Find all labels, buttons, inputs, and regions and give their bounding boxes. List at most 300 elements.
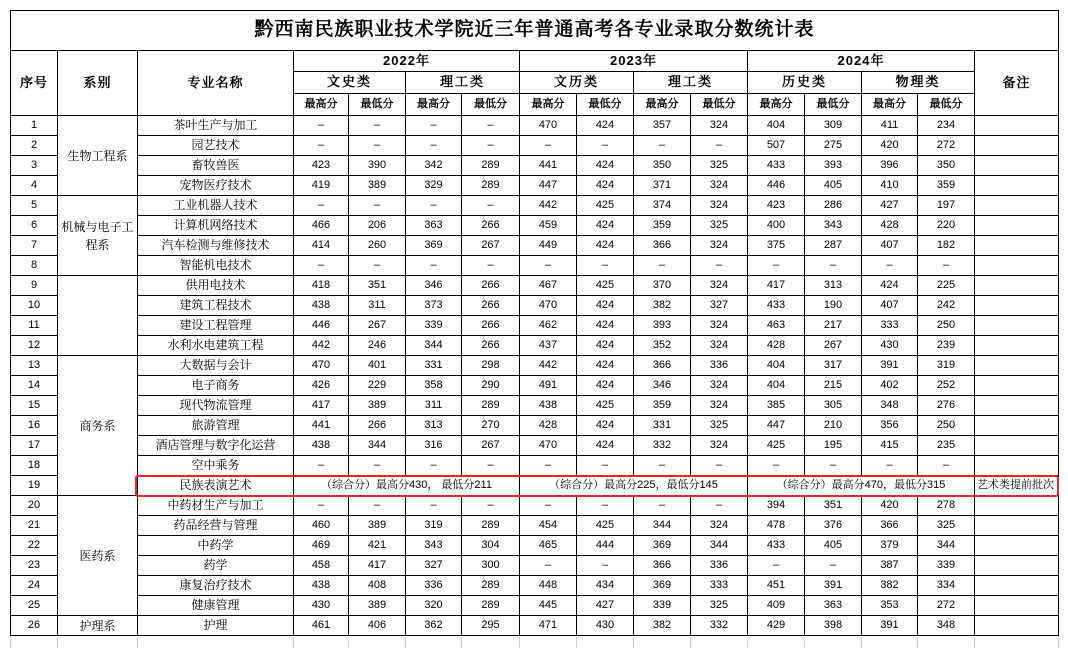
table-row [11, 216, 1059, 236]
score-2022-category1-min: 206 [349, 216, 406, 236]
score-2022-category1-min: 421 [349, 536, 406, 556]
score-2022-category1-max: 426 [294, 376, 349, 396]
score-2022-category1-min: 266 [349, 416, 406, 436]
score-2022-category1-min: 260 [349, 236, 406, 256]
score-2024-category1-min: 405 [805, 536, 862, 556]
score-2022-category2-min: 266 [462, 216, 520, 236]
major-name: 园艺技术 [138, 136, 294, 156]
score-2022-category2-max: 344 [406, 336, 462, 356]
score-2024-category1-min: 405 [805, 176, 862, 196]
major-name: 空中乘务 [138, 456, 294, 476]
score-2024-category2-min: 325 [918, 516, 975, 536]
score-2024-category2-min: 250 [918, 316, 975, 336]
score-2024-category1-min: – [805, 456, 862, 476]
score-2023-category1-max: 442 [520, 356, 577, 376]
score-2024-category1-max: 463 [748, 316, 805, 336]
score-2022-category2-min: 267 [462, 236, 520, 256]
score-2024-category1-min: – [805, 556, 862, 576]
score-2023-category2-min: 324 [691, 196, 748, 216]
score-2024-category2-min: 359 [918, 176, 975, 196]
score-2024-category2-min: 197 [918, 196, 975, 216]
score-2023-category1-min: 424 [577, 336, 634, 356]
score-2022-category2-min: – [462, 256, 520, 276]
score-2023-category1-max: – [520, 456, 577, 476]
score-2022-category2-min: – [462, 456, 520, 476]
major-name: 护理 [138, 616, 294, 636]
score-2022-category2-min: 298 [462, 356, 520, 376]
header-year-2022: 2022年 [294, 51, 520, 72]
score-2024-category2-max: 420 [862, 496, 918, 516]
major-name: 建设工程管理 [138, 316, 294, 336]
score-2022-category2-min: 295 [462, 616, 520, 636]
major-name: 茶叶生产与加工 [138, 116, 294, 136]
row-number: 2 [11, 136, 58, 156]
score-2022-category2-max: 343 [406, 536, 462, 556]
score-2023-category2-max: 352 [634, 336, 691, 356]
score-2024-category1-min: 391 [805, 576, 862, 596]
score-2022-category1-min: – [349, 116, 406, 136]
score-2022-category1-min: 390 [349, 156, 406, 176]
table-row [11, 596, 1059, 616]
score-2023-category1-max: 454 [520, 516, 577, 536]
empty-cell [294, 636, 349, 648]
score-2023-category1-min: 425 [577, 196, 634, 216]
header-2024-category1-max: 最高分 [748, 94, 805, 116]
major-name: 中药材生产与加工 [138, 496, 294, 516]
score-2023-category1-min: 424 [577, 156, 634, 176]
table-row [11, 376, 1059, 396]
empty-cell [748, 636, 805, 648]
table-row [11, 276, 1059, 296]
score-2023-category1-max: 437 [520, 336, 577, 356]
major-name: 计算机网络技术 [138, 216, 294, 236]
score-2024-category2-min: 272 [918, 596, 975, 616]
header-2023-category1: 文历类 [520, 72, 634, 94]
score-2024-category2-min: 182 [918, 236, 975, 256]
header-remarks: 备注 [975, 51, 1059, 116]
score-2024-category1-min: 287 [805, 236, 862, 256]
score-2022-category2-max: 373 [406, 296, 462, 316]
remarks-cell [975, 396, 1059, 416]
score-2022-category1-min: 351 [349, 276, 406, 296]
remarks-cell [975, 436, 1059, 456]
score-2022-category1-min: 417 [349, 556, 406, 576]
score-2023-category1-min: 425 [577, 396, 634, 416]
score-2023-category1-max: – [520, 496, 577, 516]
score-2023-category2-min: 332 [691, 616, 748, 636]
header-2024-category2-max: 最高分 [862, 94, 918, 116]
score-2023-category1-min: 424 [577, 316, 634, 336]
score-2024-category2-max: 366 [862, 516, 918, 536]
header-2023-category2: 理工类 [634, 72, 748, 94]
empty-cell [406, 636, 462, 648]
score-2024-category2-max: 348 [862, 396, 918, 416]
score-2024-category1-max: 507 [748, 136, 805, 156]
remarks-cell [975, 156, 1059, 176]
header-2022-category1: 文史类 [294, 72, 406, 94]
score-2024-category1-max: 375 [748, 236, 805, 256]
remarks-cell [975, 516, 1059, 536]
score-2023-category1-min: – [577, 256, 634, 276]
score-2023-category2-max: 374 [634, 196, 691, 216]
score-2024-category2-min: – [918, 256, 975, 276]
score-2024-category2-max: 391 [862, 356, 918, 376]
row-number: 6 [11, 216, 58, 236]
admission-score-table [10, 10, 1059, 648]
score-2022-category2-min: – [462, 196, 520, 216]
score-2022-category2-min: 267 [462, 436, 520, 456]
score-2024-category2-min: 339 [918, 556, 975, 576]
row-number: 21 [11, 516, 58, 536]
table-row [11, 456, 1059, 476]
score-2024-category1-max: – [748, 256, 805, 276]
score-2023-category1-min: 424 [577, 176, 634, 196]
combined-score-2024: （综合分）最高分470，最低分315 [748, 476, 975, 496]
empty-cell [691, 636, 748, 648]
score-2024-category2-min: 235 [918, 436, 975, 456]
score-2022-category2-min: 300 [462, 556, 520, 576]
score-2024-category1-max: 433 [748, 536, 805, 556]
combined-score-2022: （综合分）最高分430， 最低分211 [294, 476, 520, 496]
score-2024-category1-max: 400 [748, 216, 805, 236]
score-2024-category1-max: 385 [748, 396, 805, 416]
score-2023-category2-max: 331 [634, 416, 691, 436]
score-2024-category1-max: 425 [748, 436, 805, 456]
score-2023-category1-max: 465 [520, 536, 577, 556]
score-2022-category2-max: 320 [406, 596, 462, 616]
score-2023-category2-min: 325 [691, 216, 748, 236]
major-name: 汽车检测与维修技术 [138, 236, 294, 256]
score-2023-category2-min: – [691, 256, 748, 276]
table-row [11, 116, 1059, 136]
score-2022-category2-max: 319 [406, 516, 462, 536]
score-2022-category1-max: 419 [294, 176, 349, 196]
row-number: 1 [11, 116, 58, 136]
score-2022-category2-min: 270 [462, 416, 520, 436]
score-2023-category1-max: 438 [520, 396, 577, 416]
score-2024-category1-max: 447 [748, 416, 805, 436]
score-2024-category2-min: 252 [918, 376, 975, 396]
department-cell: 商务系 [58, 356, 138, 496]
table-row [11, 296, 1059, 316]
empty-cell [462, 636, 520, 648]
score-2022-category2-max: 336 [406, 576, 462, 596]
table-row [11, 396, 1059, 416]
table-row [11, 436, 1059, 456]
score-2023-category2-min: 324 [691, 236, 748, 256]
major-name: 旅游管理 [138, 416, 294, 436]
remarks-cell [975, 576, 1059, 596]
score-2023-category1-min: 424 [577, 116, 634, 136]
score-2022-category1-max: – [294, 116, 349, 136]
header-2024-category1: 历史类 [748, 72, 862, 94]
score-2023-category2-min: 324 [691, 116, 748, 136]
score-2022-category1-max: 423 [294, 156, 349, 176]
score-2023-category2-min: 336 [691, 556, 748, 576]
score-2024-category2-max: 402 [862, 376, 918, 396]
score-2024-category1-max: 404 [748, 376, 805, 396]
row-number: 22 [11, 536, 58, 556]
score-2022-category2-min: 290 [462, 376, 520, 396]
remarks-cell [975, 376, 1059, 396]
score-2023-category2-min: 324 [691, 516, 748, 536]
score-2024-category2-max: 420 [862, 136, 918, 156]
table-row [11, 236, 1059, 256]
score-2022-category1-max: 441 [294, 416, 349, 436]
major-name: 药品经营与管理 [138, 516, 294, 536]
score-2022-category1-min: 389 [349, 596, 406, 616]
score-2024-category1-min: 195 [805, 436, 862, 456]
score-2022-category2-min: – [462, 496, 520, 516]
score-2023-category1-max: 471 [520, 616, 577, 636]
score-2023-category2-max: 382 [634, 296, 691, 316]
score-2022-category2-max: 358 [406, 376, 462, 396]
score-2023-category2-max: 366 [634, 236, 691, 256]
row-number: 12 [11, 336, 58, 356]
score-2022-category1-min: 408 [349, 576, 406, 596]
header-2023-category2-min: 最低分 [691, 94, 748, 116]
remarks-cell [975, 316, 1059, 336]
empty-cell [349, 636, 406, 648]
major-name: 智能机电技术 [138, 256, 294, 276]
score-2023-category1-min: 430 [577, 616, 634, 636]
score-2022-category1-min: 401 [349, 356, 406, 376]
score-2022-category2-max: 346 [406, 276, 462, 296]
row-number: 10 [11, 296, 58, 316]
score-2022-category2-min: 289 [462, 596, 520, 616]
score-2024-category1-max: 404 [748, 116, 805, 136]
score-2022-category1-min: – [349, 136, 406, 156]
empty-cell [577, 636, 634, 648]
row-number: 16 [11, 416, 58, 436]
major-name: 中药学 [138, 536, 294, 556]
score-2024-category2-max: 382 [862, 576, 918, 596]
score-2022-category1-min: 389 [349, 176, 406, 196]
remarks-cell [975, 116, 1059, 136]
row-number: 18 [11, 456, 58, 476]
score-2024-category2-min: 319 [918, 356, 975, 376]
score-2023-category1-max: 448 [520, 576, 577, 596]
header-2024-category2-min: 最低分 [918, 94, 975, 116]
score-2024-category2-max: 430 [862, 336, 918, 356]
empty-cell [805, 636, 862, 648]
score-2023-category2-min: 336 [691, 356, 748, 376]
score-2024-category1-max: 433 [748, 156, 805, 176]
score-2023-category1-min: – [577, 496, 634, 516]
score-2022-category2-max: – [406, 136, 462, 156]
score-2022-category2-min: 289 [462, 176, 520, 196]
score-2023-category1-max: 467 [520, 276, 577, 296]
remarks-cell: 艺术类提前批次 [975, 476, 1059, 496]
score-2023-category1-min: 425 [577, 516, 634, 536]
table-row [11, 556, 1059, 576]
score-2022-category2-min: 266 [462, 336, 520, 356]
table-row [11, 516, 1059, 536]
score-2023-category1-max: 470 [520, 116, 577, 136]
score-2024-category2-min: 239 [918, 336, 975, 356]
score-2022-category1-min: – [349, 196, 406, 216]
score-2023-category2-min: 325 [691, 596, 748, 616]
table-row [11, 156, 1059, 176]
score-2023-category1-max: 445 [520, 596, 577, 616]
score-2022-category1-min: 267 [349, 316, 406, 336]
score-2022-category1-max: – [294, 136, 349, 156]
score-2024-category1-max: 404 [748, 356, 805, 376]
score-2024-category2-max: 356 [862, 416, 918, 436]
score-2022-category1-max: 417 [294, 396, 349, 416]
header-2022-category2-max: 最高分 [406, 94, 462, 116]
remarks-cell [975, 296, 1059, 316]
score-2024-category2-max: 410 [862, 176, 918, 196]
score-2022-category1-max: 418 [294, 276, 349, 296]
score-2022-category2-max: 369 [406, 236, 462, 256]
score-2022-category1-max: 466 [294, 216, 349, 236]
major-name: 康复治疗技术 [138, 576, 294, 596]
score-2022-category1-max: 414 [294, 236, 349, 256]
score-2024-category2-min: 225 [918, 276, 975, 296]
row-number: 25 [11, 596, 58, 616]
remarks-cell [975, 616, 1059, 636]
score-2022-category1-min: 389 [349, 396, 406, 416]
score-2024-category1-min: 363 [805, 596, 862, 616]
score-2023-category2-min: – [691, 456, 748, 476]
score-2022-category2-max: – [406, 256, 462, 276]
score-2022-category1-max: 458 [294, 556, 349, 576]
score-2023-category2-max: 369 [634, 576, 691, 596]
score-2024-category1-min: 317 [805, 356, 862, 376]
score-2022-category1-max: – [294, 456, 349, 476]
score-2024-category2-min: 220 [918, 216, 975, 236]
score-2022-category1-max: 438 [294, 576, 349, 596]
score-2022-category2-max: 331 [406, 356, 462, 376]
score-2024-category1-min: 275 [805, 136, 862, 156]
score-2023-category2-max: 359 [634, 216, 691, 236]
score-2024-category1-min: 398 [805, 616, 862, 636]
score-2024-category2-max: 387 [862, 556, 918, 576]
row-number: 14 [11, 376, 58, 396]
empty-cell [520, 636, 577, 648]
score-2022-category1-max: 460 [294, 516, 349, 536]
score-2023-category2-min: 327 [691, 296, 748, 316]
score-2024-category2-max: 424 [862, 276, 918, 296]
score-2022-category2-min: 289 [462, 396, 520, 416]
row-number: 11 [11, 316, 58, 336]
score-2023-category2-min: 324 [691, 276, 748, 296]
table-row [11, 336, 1059, 356]
row-number: 15 [11, 396, 58, 416]
score-2023-category1-min: 424 [577, 436, 634, 456]
score-2024-category2-max: 428 [862, 216, 918, 236]
score-2023-category2-max: 344 [634, 516, 691, 536]
score-2023-category1-max: 442 [520, 196, 577, 216]
table-row [11, 416, 1059, 436]
score-2024-category2-min: 242 [918, 296, 975, 316]
score-2023-category2-min: – [691, 136, 748, 156]
remarks-cell [975, 136, 1059, 156]
table-row [11, 176, 1059, 196]
score-2024-category1-min: 190 [805, 296, 862, 316]
score-2023-category1-min: – [577, 456, 634, 476]
score-2022-category2-max: – [406, 456, 462, 476]
score-2022-category1-max: 438 [294, 436, 349, 456]
score-2024-category1-min: 217 [805, 316, 862, 336]
score-2022-category1-min: 344 [349, 436, 406, 456]
department-cell [58, 276, 138, 356]
header-year-2023: 2023年 [520, 51, 748, 72]
major-name: 供用电技术 [138, 276, 294, 296]
score-2023-category2-max: 339 [634, 596, 691, 616]
score-2023-category2-min: 324 [691, 396, 748, 416]
score-2024-category1-max: 451 [748, 576, 805, 596]
score-2022-category2-min: 266 [462, 276, 520, 296]
score-2024-category2-min: 348 [918, 616, 975, 636]
score-2023-category1-min: 424 [577, 236, 634, 256]
score-2022-category1-max: – [294, 496, 349, 516]
score-2023-category1-min: 424 [577, 356, 634, 376]
score-2022-category2-max: 327 [406, 556, 462, 576]
score-2023-category1-max: – [520, 556, 577, 576]
score-2023-category2-max: 393 [634, 316, 691, 336]
score-2024-category2-min: 276 [918, 396, 975, 416]
row-number: 8 [11, 256, 58, 276]
score-2023-category2-min: 324 [691, 376, 748, 396]
remarks-cell [975, 256, 1059, 276]
score-2023-category1-min: 427 [577, 596, 634, 616]
table-row [11, 256, 1059, 276]
major-name: 宠物医疗技术 [138, 176, 294, 196]
department-cell: 机械与电子工程系 [58, 196, 138, 276]
score-2024-category1-min: 305 [805, 396, 862, 416]
score-2024-category1-max: 428 [748, 336, 805, 356]
row-number: 26 [11, 616, 58, 636]
major-name: 健康管理 [138, 596, 294, 616]
department-cell: 医药系 [58, 496, 138, 616]
table-row-highlighted [11, 476, 1059, 496]
score-2022-category1-max: 470 [294, 356, 349, 376]
remarks-cell [975, 416, 1059, 436]
row-number: 13 [11, 356, 58, 376]
score-2023-category2-max: 350 [634, 156, 691, 176]
remarks-cell [975, 236, 1059, 256]
row-number: 17 [11, 436, 58, 456]
score-2023-category1-max: 459 [520, 216, 577, 236]
remarks-cell [975, 496, 1059, 516]
score-2022-category1-min: – [349, 496, 406, 516]
score-2023-category1-max: – [520, 256, 577, 276]
score-2022-category2-min: 289 [462, 516, 520, 536]
remarks-cell [975, 176, 1059, 196]
score-2022-category2-max: – [406, 116, 462, 136]
major-name: 畜牧兽医 [138, 156, 294, 176]
score-2022-category1-max: 461 [294, 616, 349, 636]
score-2022-category1-min: 406 [349, 616, 406, 636]
header-2022-category1-min: 最低分 [349, 94, 406, 116]
table-header [11, 11, 1059, 116]
score-2024-category1-min: 376 [805, 516, 862, 536]
score-2024-category2-max: 427 [862, 196, 918, 216]
empty-cell [11, 636, 58, 648]
score-2024-category1-min: 215 [805, 376, 862, 396]
score-2023-category1-min: – [577, 556, 634, 576]
score-2024-category2-max: 333 [862, 316, 918, 336]
score-2022-category1-max: – [294, 256, 349, 276]
score-2024-category2-min: – [918, 456, 975, 476]
score-2023-category2-max: – [634, 136, 691, 156]
row-number: 23 [11, 556, 58, 576]
row-number: 7 [11, 236, 58, 256]
score-2024-category1-min: 351 [805, 496, 862, 516]
header-2023-category2-max: 最高分 [634, 94, 691, 116]
